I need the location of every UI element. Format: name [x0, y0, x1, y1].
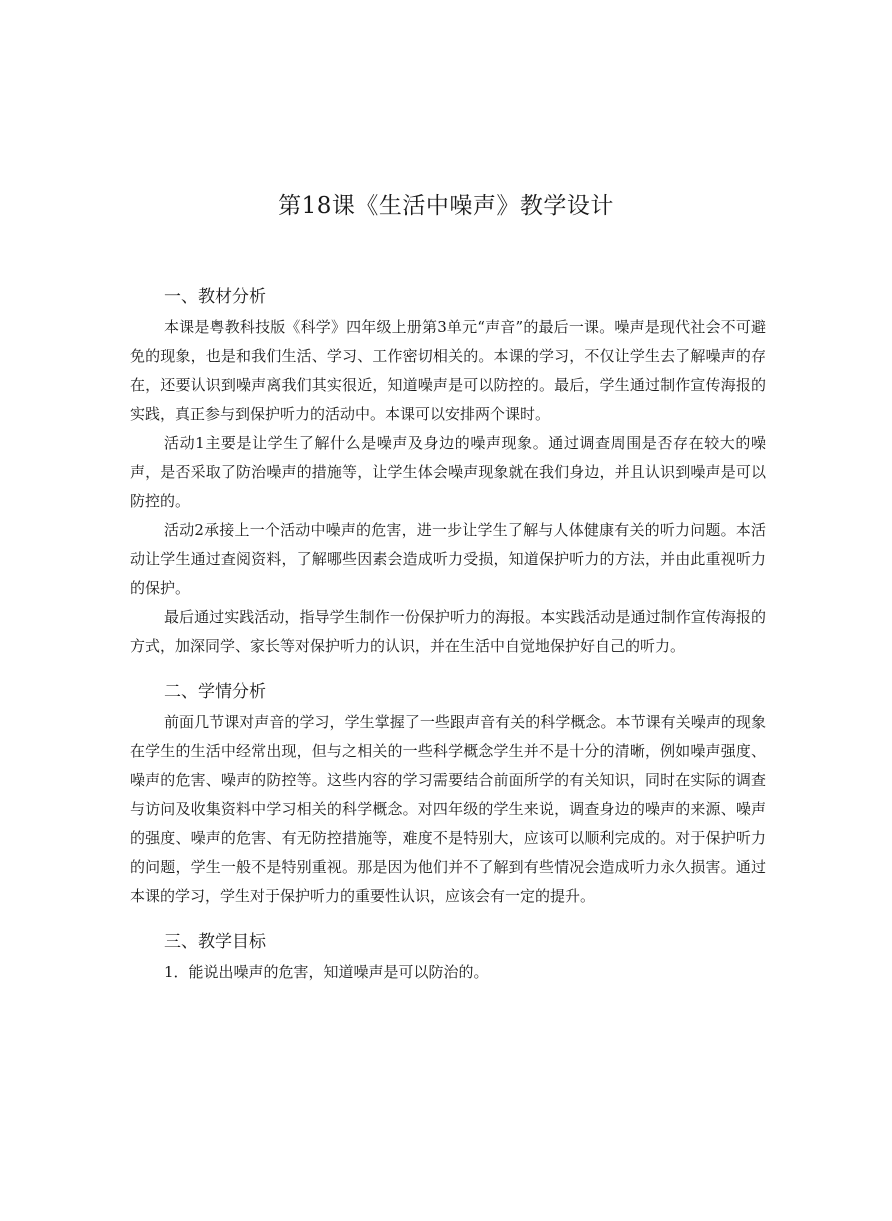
section-textbook-analysis: [130, 282, 766, 661]
section-spacer: [130, 661, 766, 677]
paragraph: 活动1主要是让学生了解什么是噪声及身边的噪声现象。通过调查周围是否存在较大的噪声，是否采取了防治噪声的措施等，让学生体会噪声现象就在我们身边，并且认识到噪声是可以防控的。: [130, 434, 766, 510]
paragraph: 前面几节课对声音的学习，学生掌握了一些跟声音有关的科学概念。本节课有关噪声的现象在学生的生活中经常出现，但与之相关的一些科学概念学生并不是十分的清晰，例如噪声强度、噪声的危害、噪声的防控等。这些内容的学习需要结合前面所学的有关知识，同时在实际的调查与访问及收集资料中学习相关的科学概念。对四年级的学生来说，调查身边的噪声的来源、噪声的强度、噪声的危害、有无防控措施等，难度不是特别大，应该可以顺利完成的。对于保护听力的问题，学生一般不是特别重视。那是因为他们并不了解到有些情况会造成听力永久损害。通过本课的学习，学生对于保护听力的重要性认识，应该会有一定的提升。: [130, 713, 766, 905]
paragraph: 活动2承接上一个活动中噪声的危害，进一步让学生了解与人体健康有关的听力问题。本活动让学生通过查阅资料，了解哪些因素会造成听力受损，知道保护听力的方法，并由此重视听力的保护。: [130, 521, 766, 597]
section-heading: 三、教学目标: [164, 932, 266, 952]
section-spacer: [130, 911, 766, 927]
paragraph: 本课是粤教科技版《科学》四年级上册第3单元“声音”的最后一课。噪声是现代社会不可避免的现象，也是和我们生活、学习、工作密切相关的。本课的学习，不仅让学生去了解噪声的存在，还要认识到噪声离我们其实很近，知道噪声是可以防控的。最后，学生通过制作宣传海报的实践，真正参与到保护听力的活动中。本课可以安排两个课时。: [130, 318, 766, 423]
document-body: [130, 282, 766, 987]
section-heading: 二、学情分析: [164, 682, 266, 702]
document-title: 第18课《生活中噪声》教学设计: [278, 193, 614, 219]
goal-list-item: 1．能说出噪声的危害，知道噪声是可以防治的。: [164, 963, 489, 981]
section-heading: 一、教材分析: [164, 287, 266, 307]
section-teaching-goals: [130, 927, 766, 987]
paragraph: 最后通过实践活动，指导学生制作一份保护听力的海报。本实践活动是通过制作宣传海报的方式，加深同学、家长等对保护听力的认识，并在生活中自觉地保护好自己的听力。: [130, 608, 766, 655]
section-learner-analysis: [130, 677, 766, 911]
